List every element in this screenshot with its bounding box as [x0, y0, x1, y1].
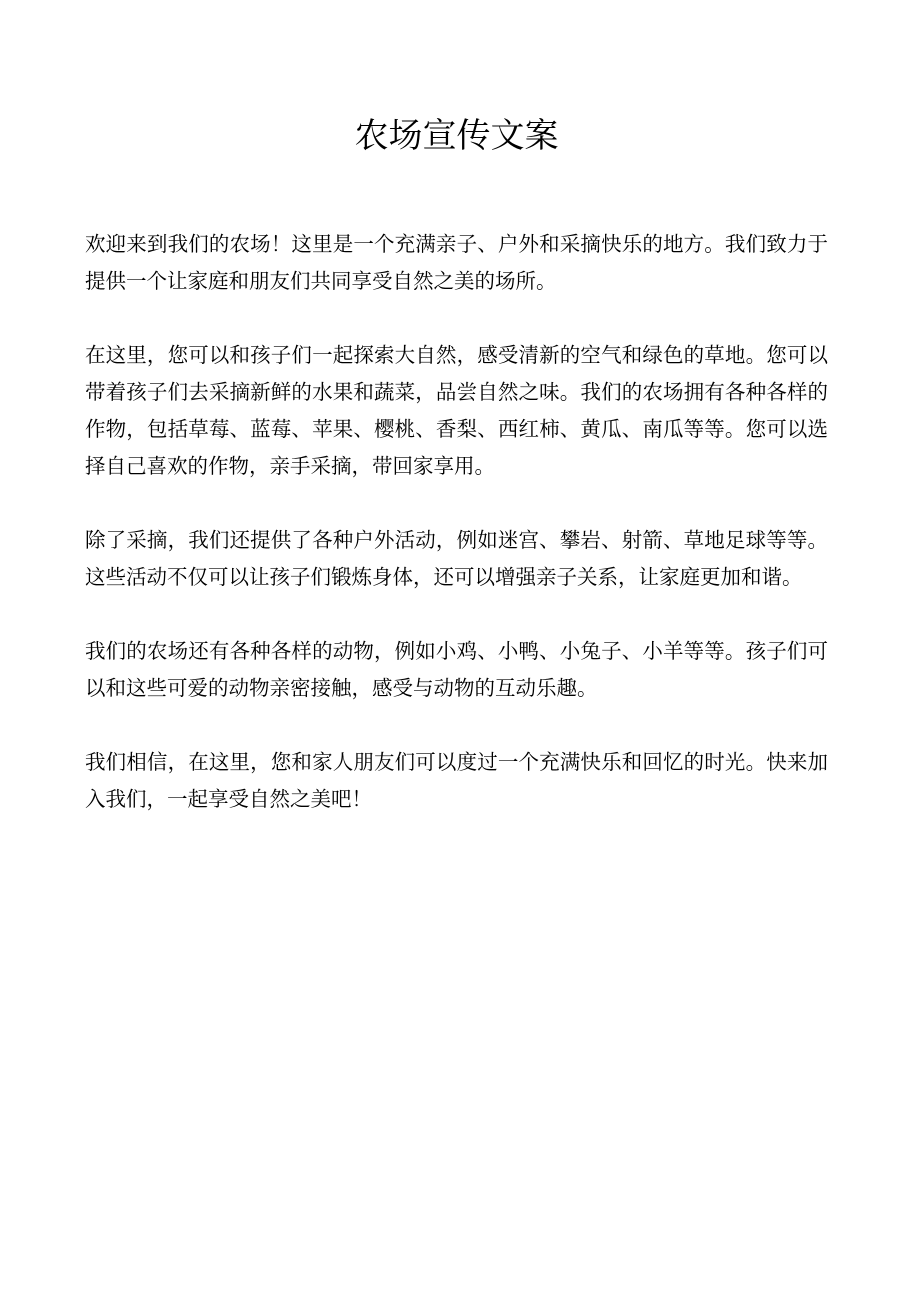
paragraph-welcome: 欢迎来到我们的农场！这里是一个充满亲子、户外和采摘快乐的地方。我们致力于提供一个让家庭和朋友们共同享受自然之美的场所。 [85, 232, 828, 293]
paragraph-closing: 我们相信，在这里，您和家人朋友们可以度过一个充满快乐和回忆的时光。快来加入我们，一起享受自然之美吧！ [85, 750, 828, 811]
paragraph-animals: 我们的农场还有各种各样的动物，例如小鸡、小鸭、小兔子、小羊等等。孩子们可以和这些可爱的动物亲密接触，感受与动物的互动乐趣。 [85, 639, 828, 700]
paragraph-picking: 在这里，您可以和孩子们一起探索大自然，感受清新的空气和绿色的草地。您可以带着孩子们去采摘新鲜的水果和蔬菜，品尝自然之味。我们的农场拥有各种各样的作物，包括草莓、蓝莓、苹果、樱桃、香梨、西红柿、黄瓜、南瓜等等。您可以选择自己喜欢的作物，亲手采摘，带回家享用。 [85, 343, 828, 478]
paragraph-activities: 除了采摘，我们还提供了各种户外活动，例如迷宫、攀岩、射箭、草地足球等等。这些活动不仅可以让孩子们锻炼身体，还可以增强亲子关系，让家庭更加和谐。 [85, 528, 828, 589]
document-title: 农场宣传文案 [354, 116, 559, 156]
document-body [85, 226, 828, 818]
